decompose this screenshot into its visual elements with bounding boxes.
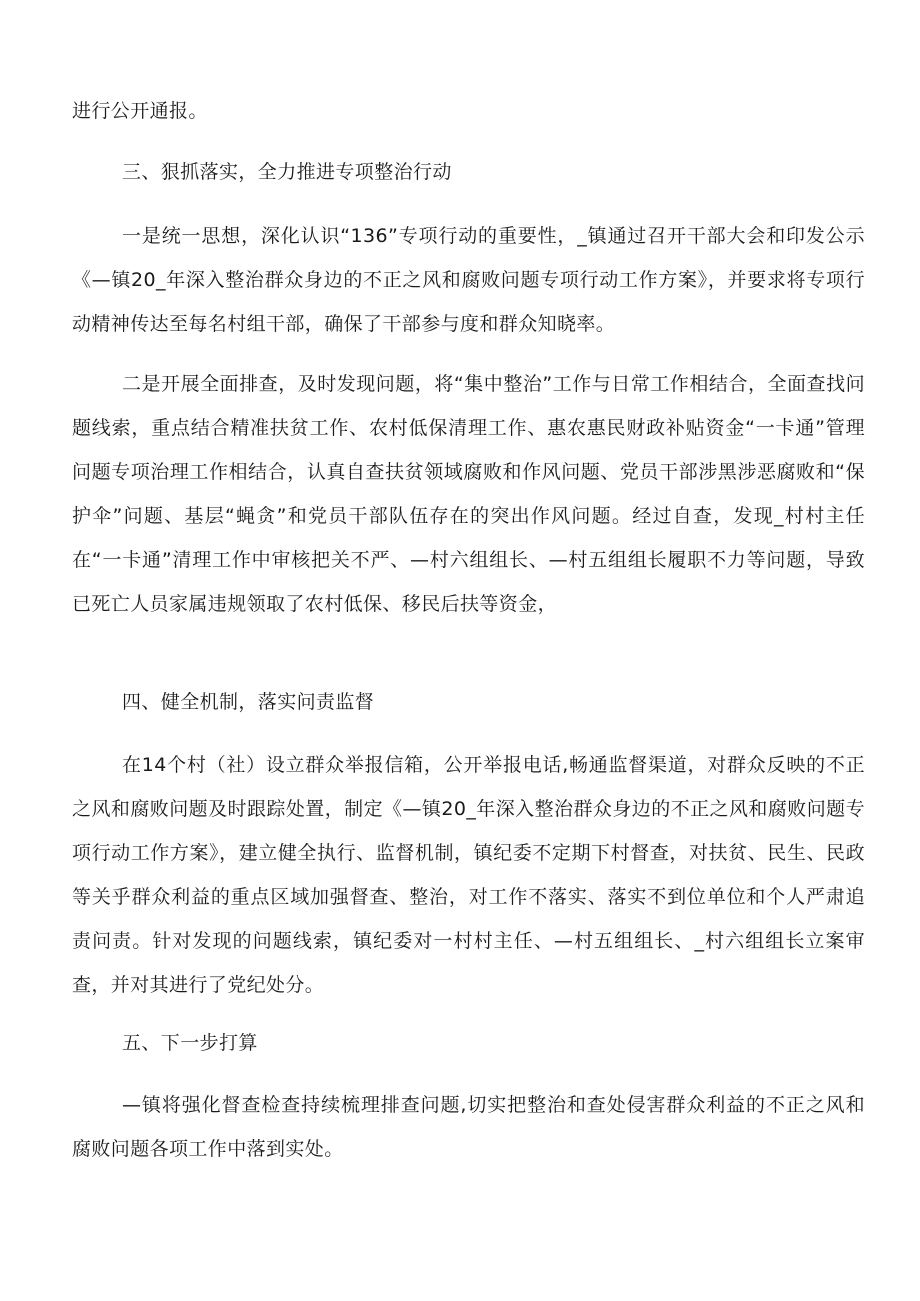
paragraph-comprehensive-check: 二是开展全面排查，及时发现问题，将“集中整治”工作与日常工作相结合，全面查找问题线索，重点结合精准扶贫工作、农村低保清理工作、惠农惠民财政补贴资金“一卡通”管理问题专项治理工作相结合，认真自查扶贫领域腐败和作风问题、党员干部涉黑涉恶腐败和“保护伞”问题、基层“蝇贪”和党员干部队伍存在的突出作风问题。经过自查，发现_村村主任在“一卡通”清理工作中审核把关不严、—村六组组长、—村五组组长履职不力等问题，导致已死亡人员家属违规领取了农村低保、移民后扶等资金， (72, 373, 865, 615)
paragraph-unify-thinking: 一是统一思想，深化认识“136”专项行动的重要性，_镇通过召开干部大会和印发公示《—镇20_年深入整治群众身边的不正之风和腐败问题专项行动工作方案》，并要求将专项行动精神传达至每名村组干部，确保了干部参与度和群众知晓率。 (72, 225, 865, 335)
paragraph-supervision-mechanism: 在14个村（社）设立群众举报信箱，公开举报电话,畅通监督渠道，对群众反映的不正之风和腐败问题及时跟踪处置，制定《—镇20_年深入整治群众身边的不正之风和腐败问题专项行动工作方案》，建立健全执行、监督机制，镇纪委不定期下村督查，对扶贫、民生、民政等关乎群众利益的重点区域加强督查、整治，对工作不落实、落实不到位单位和个人严肃追责问责。针对发现的问题线索，镇纪委对一村村主任、—村五组组长、_村六组组长立案审查，并对其进行了党纪处分。 (72, 754, 865, 996)
section-heading-3: 三、狠抓落实，全力推进专项整治行动 (122, 161, 452, 183)
section-heading-5: 五、下一步打算 (122, 1032, 258, 1054)
section-heading-4: 四、健全机制，落实问责监督 (122, 691, 375, 713)
paragraph-next-steps: —镇将强化督查检查持续梳理排查问题,切实把整治和查处侵害群众利益的不正之风和腐败问题各项工作中落到实处。 (72, 1094, 865, 1160)
paragraph-opening-fragment: 进行公开通报。 (72, 100, 208, 122)
